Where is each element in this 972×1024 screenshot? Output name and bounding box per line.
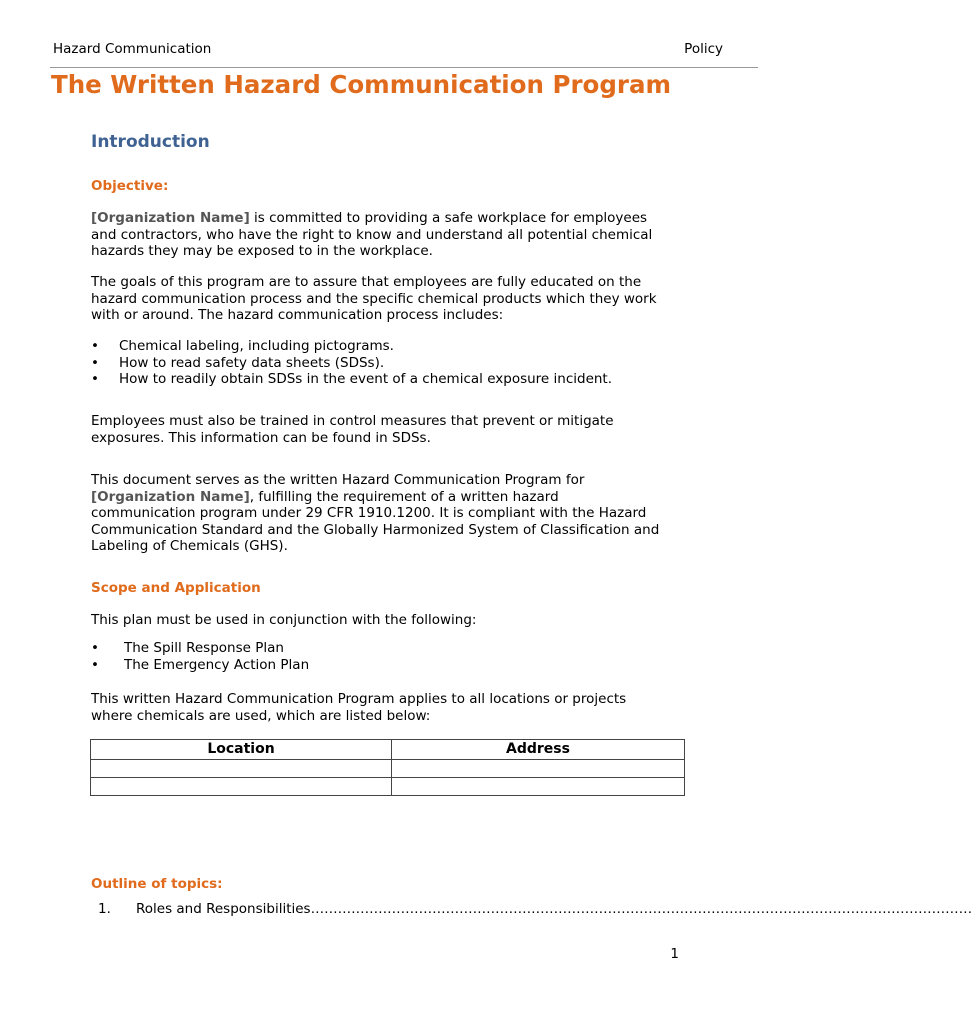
objective-paragraph bbox=[91, 210, 691, 260]
document-text-body: fulfilling the requirement of a written hazard communication program under 29 CFR 1910.1200. It is compliant with the Hazard Communication Standard and the Globally Harmonized System of Classification and Labeling of Chemicals (GHS). bbox=[91, 488, 660, 554]
organization-name-placeholder: [Organization Name] bbox=[91, 210, 250, 226]
list-item-text: Chemical labeling, including pictograms. bbox=[119, 338, 394, 354]
document-purpose-paragraph bbox=[91, 472, 691, 555]
list-item-text: The Spill Response Plan bbox=[124, 640, 284, 656]
scope-heading: Scope and Application bbox=[91, 580, 261, 596]
page-title: The Written Hazard Communication Program bbox=[51, 70, 672, 99]
bullet-icon: • bbox=[91, 371, 99, 387]
address-column-header: Address bbox=[392, 740, 685, 760]
header-document-type: Policy bbox=[684, 41, 723, 57]
bullet-icon: • bbox=[91, 338, 99, 354]
locations-table bbox=[90, 739, 685, 796]
document-text-intro: This document serves as the written Hazard Communication Program for bbox=[91, 472, 585, 488]
table-header-row bbox=[91, 740, 685, 760]
objective-heading: Objective: bbox=[91, 178, 169, 194]
list-item-text: How to readily obtain SDSs in the event of a chemical exposure incident. bbox=[119, 371, 613, 387]
page-number: 1 bbox=[670, 946, 679, 962]
bullet-icon: • bbox=[91, 656, 99, 673]
outline-item-text: Roles and Responsibilities………………………………………………………………………………………………………………………………… bbox=[136, 901, 972, 917]
introduction-heading: Introduction bbox=[91, 132, 210, 152]
org-suffix: , bbox=[249, 488, 255, 505]
training-paragraph: Employees must also be trained in control measures that prevent or mitigate exposures. This information can be found in SDSs. bbox=[91, 413, 614, 446]
address-cell[interactable] bbox=[392, 760, 685, 778]
scope-applies-paragraph: This written Hazard Communication Program applies to all locations or projects where chemicals are used, which are listed below: bbox=[91, 691, 627, 724]
outline-item-number: 1. bbox=[98, 901, 111, 917]
outline-heading: Outline of topics: bbox=[91, 876, 223, 892]
bullet-icon: • bbox=[91, 640, 99, 656]
table-row bbox=[91, 778, 685, 796]
location-cell[interactable] bbox=[91, 760, 392, 778]
list-item-text: The Emergency Action Plan bbox=[124, 656, 310, 673]
scope-intro-paragraph: This plan must be used in conjunction with the following: bbox=[91, 612, 477, 628]
table-row bbox=[91, 760, 685, 778]
organization-name-placeholder: [Organization Name] bbox=[91, 488, 250, 505]
location-column-header: Location bbox=[91, 740, 392, 760]
header-document-name: Hazard Communication bbox=[53, 41, 212, 57]
bullet-icon: • bbox=[91, 354, 99, 371]
list-item-text: How to read safety data sheets (SDSs). bbox=[119, 354, 385, 371]
location-cell[interactable] bbox=[91, 778, 392, 796]
address-cell[interactable] bbox=[392, 778, 685, 796]
goals-paragraph: The goals of this program are to assure that employees are fully educated on the hazard communication process and the specific chemical products which they work with or around. The hazard communication process includes: bbox=[91, 274, 657, 323]
header-divider bbox=[50, 67, 758, 68]
objective-text: is committed to providing a safe workplace for employees and contractors, who have the right to know and understand all potential chemical hazards they may be exposed to in the workplace. bbox=[91, 210, 653, 259]
